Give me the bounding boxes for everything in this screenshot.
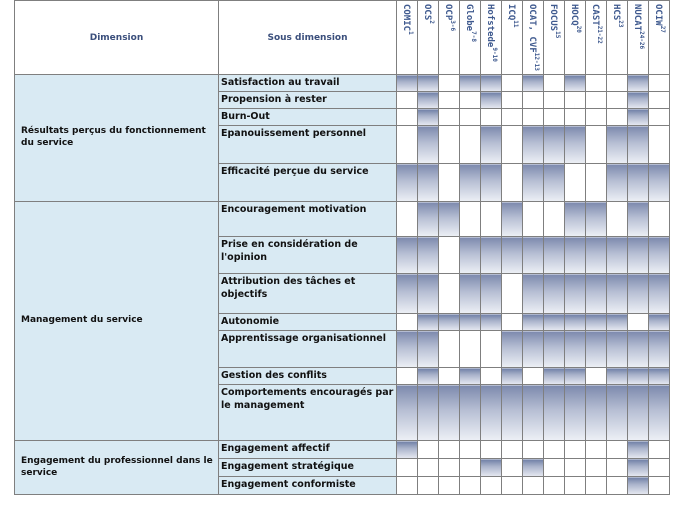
cell-empty xyxy=(460,126,481,164)
cell-shaded xyxy=(628,75,649,92)
cell-empty xyxy=(565,441,586,459)
cell-empty xyxy=(439,274,460,314)
cell-shaded xyxy=(418,92,439,109)
cell-shaded xyxy=(544,237,565,274)
cell-empty xyxy=(649,459,670,477)
cell-shaded xyxy=(544,385,565,441)
cell-shaded xyxy=(481,164,502,202)
cell-empty xyxy=(397,314,418,331)
cell-shaded xyxy=(523,237,544,274)
cell-shaded xyxy=(544,314,565,331)
table-row xyxy=(15,441,670,459)
cell-empty xyxy=(460,441,481,459)
sous-dimension-cell: Gestion des conflits xyxy=(219,368,397,385)
cell-empty xyxy=(544,92,565,109)
cell-empty xyxy=(397,126,418,164)
cell-shaded xyxy=(544,164,565,202)
cell-shaded xyxy=(481,314,502,331)
cell-shaded xyxy=(544,368,565,385)
cell-empty xyxy=(460,459,481,477)
cell-shaded xyxy=(523,274,544,314)
cell-shaded xyxy=(418,368,439,385)
sous-dimension-cell: Prise en considération de l'opinion xyxy=(219,237,397,274)
cell-shaded xyxy=(628,368,649,385)
cell-empty xyxy=(439,92,460,109)
cell-empty xyxy=(607,92,628,109)
cell-empty xyxy=(460,331,481,368)
cell-shaded xyxy=(607,385,628,441)
cell-empty xyxy=(607,441,628,459)
cell-shaded xyxy=(481,385,502,441)
cell-empty xyxy=(628,314,649,331)
cell-shaded xyxy=(460,314,481,331)
cell-shaded xyxy=(628,126,649,164)
cell-shaded xyxy=(649,331,670,368)
cell-shaded xyxy=(628,109,649,126)
cell-shaded xyxy=(607,331,628,368)
cell-shaded xyxy=(607,164,628,202)
cell-shaded xyxy=(565,314,586,331)
cell-shaded xyxy=(418,202,439,237)
cell-empty xyxy=(418,459,439,477)
cell-shaded xyxy=(649,274,670,314)
cell-empty xyxy=(397,92,418,109)
cell-shaded xyxy=(502,202,523,237)
cell-empty xyxy=(544,109,565,126)
cell-empty xyxy=(502,92,523,109)
cell-empty xyxy=(439,459,460,477)
sous-dimension-cell: Autonomie xyxy=(219,314,397,331)
cell-shaded xyxy=(544,274,565,314)
cell-shaded xyxy=(418,331,439,368)
header-tool: OCP$^{3-6}$ xyxy=(439,1,460,75)
cell-shaded xyxy=(544,331,565,368)
cell-shaded xyxy=(460,368,481,385)
cell-empty xyxy=(397,459,418,477)
cell-shaded xyxy=(523,164,544,202)
cell-shaded xyxy=(607,274,628,314)
cell-shaded xyxy=(397,385,418,441)
cell-shaded xyxy=(418,274,439,314)
cell-shaded xyxy=(586,274,607,314)
cell-empty xyxy=(607,202,628,237)
cell-shaded xyxy=(460,274,481,314)
cell-shaded xyxy=(460,385,481,441)
cell-shaded xyxy=(586,202,607,237)
cell-empty xyxy=(460,202,481,237)
cell-empty xyxy=(418,477,439,495)
cell-empty xyxy=(523,92,544,109)
cell-shaded xyxy=(481,126,502,164)
sous-dimension-cell: Burn-Out xyxy=(219,109,397,126)
header-tool: Globe$^{7-8}$ xyxy=(460,1,481,75)
cell-empty xyxy=(502,109,523,126)
cell-empty xyxy=(439,237,460,274)
header-tool: HOCQ$^{20}$ xyxy=(565,1,586,75)
cell-empty xyxy=(565,164,586,202)
sous-dimension-cell: Satisfaction au travail xyxy=(219,75,397,92)
cell-empty xyxy=(502,126,523,164)
cell-empty xyxy=(649,126,670,164)
cell-shaded xyxy=(502,237,523,274)
header-sous-dimension: Sous dimension xyxy=(219,1,397,75)
cell-shaded xyxy=(397,164,418,202)
cell-empty xyxy=(544,459,565,477)
cell-empty xyxy=(502,164,523,202)
cell-shaded xyxy=(523,75,544,92)
cell-shaded xyxy=(607,368,628,385)
header-tool: ICQ$^{11}$ xyxy=(502,1,523,75)
cell-empty xyxy=(565,92,586,109)
cell-empty xyxy=(544,477,565,495)
cell-shaded xyxy=(439,314,460,331)
dimension-cell: Engagement du professionnel dans le service xyxy=(15,441,219,495)
cell-shaded xyxy=(565,237,586,274)
cell-shaded xyxy=(481,274,502,314)
cell-shaded xyxy=(523,314,544,331)
cell-empty xyxy=(649,477,670,495)
cell-shaded xyxy=(628,331,649,368)
cell-shaded xyxy=(649,368,670,385)
cell-shaded xyxy=(628,385,649,441)
cell-empty xyxy=(523,477,544,495)
cell-shaded xyxy=(586,237,607,274)
table-row xyxy=(15,202,670,237)
cell-shaded xyxy=(397,274,418,314)
sous-dimension-cell: Efficacité perçue du service xyxy=(219,164,397,202)
cell-empty xyxy=(481,202,502,237)
header-dimension: Dimension xyxy=(15,1,219,75)
cell-empty xyxy=(481,109,502,126)
cell-empty xyxy=(481,441,502,459)
cell-shaded xyxy=(565,274,586,314)
sous-dimension-cell: Engagement conformiste xyxy=(219,477,397,495)
cell-empty xyxy=(481,331,502,368)
cell-empty xyxy=(586,92,607,109)
cell-shaded xyxy=(439,202,460,237)
cell-shaded xyxy=(586,385,607,441)
cell-empty xyxy=(607,109,628,126)
cell-shaded xyxy=(397,441,418,459)
cell-shaded xyxy=(565,331,586,368)
cell-shaded xyxy=(544,126,565,164)
cell-shaded xyxy=(523,459,544,477)
header-row xyxy=(15,1,670,75)
cell-empty xyxy=(439,164,460,202)
cell-empty xyxy=(607,459,628,477)
cell-empty xyxy=(586,164,607,202)
cell-shaded xyxy=(418,126,439,164)
cell-shaded xyxy=(565,75,586,92)
cell-empty xyxy=(397,368,418,385)
cell-empty xyxy=(397,477,418,495)
cell-shaded xyxy=(523,126,544,164)
header-tool: OCAT, CVF$^{12-13}$ xyxy=(523,1,544,75)
cell-empty xyxy=(502,274,523,314)
comparison-table xyxy=(14,0,670,495)
cell-shaded xyxy=(628,441,649,459)
cell-empty xyxy=(586,75,607,92)
cell-empty xyxy=(460,92,481,109)
sous-dimension-cell: Apprentissage organisationnel xyxy=(219,331,397,368)
cell-empty xyxy=(586,368,607,385)
cell-shaded xyxy=(565,368,586,385)
cell-shaded xyxy=(607,314,628,331)
header-tool: OCS$^2$ xyxy=(418,1,439,75)
cell-empty xyxy=(502,314,523,331)
sous-dimension-cell: Epanouissement personnel xyxy=(219,126,397,164)
cell-shaded xyxy=(418,109,439,126)
cell-empty xyxy=(565,109,586,126)
cell-shaded xyxy=(628,164,649,202)
cell-empty xyxy=(607,75,628,92)
cell-empty xyxy=(502,75,523,92)
cell-shaded xyxy=(439,385,460,441)
header-tool: OCIW$^{27}$ xyxy=(649,1,670,75)
cell-empty xyxy=(502,477,523,495)
cell-empty xyxy=(544,202,565,237)
cell-shaded xyxy=(565,126,586,164)
cell-empty xyxy=(565,459,586,477)
cell-empty xyxy=(481,477,502,495)
dimension-cell: Management du service xyxy=(15,202,219,441)
sous-dimension-cell: Attribution des tâches et objectifs xyxy=(219,274,397,314)
cell-empty xyxy=(523,109,544,126)
cell-shaded xyxy=(502,385,523,441)
cell-shaded xyxy=(649,314,670,331)
cell-empty xyxy=(523,202,544,237)
cell-shaded xyxy=(628,274,649,314)
cell-shaded xyxy=(628,202,649,237)
cell-shaded xyxy=(460,237,481,274)
cell-empty xyxy=(439,126,460,164)
cell-empty xyxy=(649,202,670,237)
cell-empty xyxy=(460,109,481,126)
cell-shaded xyxy=(397,237,418,274)
header-tool: FOCUS$^{15}$ xyxy=(544,1,565,75)
cell-shaded xyxy=(628,92,649,109)
cell-shaded xyxy=(397,75,418,92)
cell-empty xyxy=(460,477,481,495)
cell-shaded xyxy=(523,385,544,441)
cell-shaded xyxy=(523,331,544,368)
cell-empty xyxy=(586,459,607,477)
cell-shaded xyxy=(481,459,502,477)
cell-shaded xyxy=(586,314,607,331)
cell-empty xyxy=(607,477,628,495)
cell-shaded xyxy=(649,237,670,274)
cell-empty xyxy=(586,109,607,126)
cell-shaded xyxy=(418,75,439,92)
cell-shaded xyxy=(628,459,649,477)
cell-empty xyxy=(649,92,670,109)
header-tool: NUCAT$^{24-26}$ xyxy=(628,1,649,75)
cell-shaded xyxy=(607,237,628,274)
cell-empty xyxy=(397,202,418,237)
cell-shaded xyxy=(460,164,481,202)
header-tool: CAST$^{21-22}$ xyxy=(586,1,607,75)
cell-shaded xyxy=(418,385,439,441)
cell-empty xyxy=(502,459,523,477)
cell-empty xyxy=(439,441,460,459)
cell-shaded xyxy=(586,331,607,368)
cell-empty xyxy=(439,109,460,126)
sous-dimension-cell: Comportements encouragés par le management xyxy=(219,385,397,441)
cell-empty xyxy=(439,477,460,495)
cell-shaded xyxy=(565,385,586,441)
cell-empty xyxy=(649,75,670,92)
cell-empty xyxy=(439,368,460,385)
cell-shaded xyxy=(565,202,586,237)
cell-shaded xyxy=(502,368,523,385)
cell-shaded xyxy=(481,237,502,274)
cell-shaded xyxy=(607,126,628,164)
sous-dimension-cell: Engagement affectif xyxy=(219,441,397,459)
cell-empty xyxy=(544,75,565,92)
cell-shaded xyxy=(397,331,418,368)
cell-empty xyxy=(649,109,670,126)
cell-empty xyxy=(397,109,418,126)
table-row xyxy=(15,75,670,92)
cell-empty xyxy=(439,75,460,92)
cell-empty xyxy=(502,441,523,459)
cell-shaded xyxy=(418,164,439,202)
cell-shaded xyxy=(481,92,502,109)
cell-shaded xyxy=(649,164,670,202)
cell-empty xyxy=(586,441,607,459)
cell-empty xyxy=(586,477,607,495)
dimension-cell: Résultats perçus du fonctionnement du service xyxy=(15,75,219,202)
cell-shaded xyxy=(502,331,523,368)
sous-dimension-cell: Propension à rester xyxy=(219,92,397,109)
cell-shaded xyxy=(418,237,439,274)
cell-empty xyxy=(649,441,670,459)
header-tool: HCS$^{23}$ xyxy=(607,1,628,75)
cell-empty xyxy=(586,126,607,164)
cell-empty xyxy=(418,441,439,459)
header-tool: COMIC$^1$ xyxy=(397,1,418,75)
cell-shaded xyxy=(628,237,649,274)
table-body xyxy=(15,75,670,495)
cell-empty xyxy=(523,368,544,385)
cell-empty xyxy=(481,368,502,385)
cell-shaded xyxy=(649,385,670,441)
cell-shaded xyxy=(418,314,439,331)
cell-empty xyxy=(565,477,586,495)
cell-empty xyxy=(523,441,544,459)
cell-shaded xyxy=(628,477,649,495)
cell-shaded xyxy=(481,75,502,92)
sous-dimension-cell: Encouragement motivation xyxy=(219,202,397,237)
cell-shaded xyxy=(460,75,481,92)
cell-empty xyxy=(439,331,460,368)
sous-dimension-cell: Engagement stratégique xyxy=(219,459,397,477)
cell-empty xyxy=(544,441,565,459)
header-tool: Hofstede$^{9-10}$ xyxy=(481,1,502,75)
